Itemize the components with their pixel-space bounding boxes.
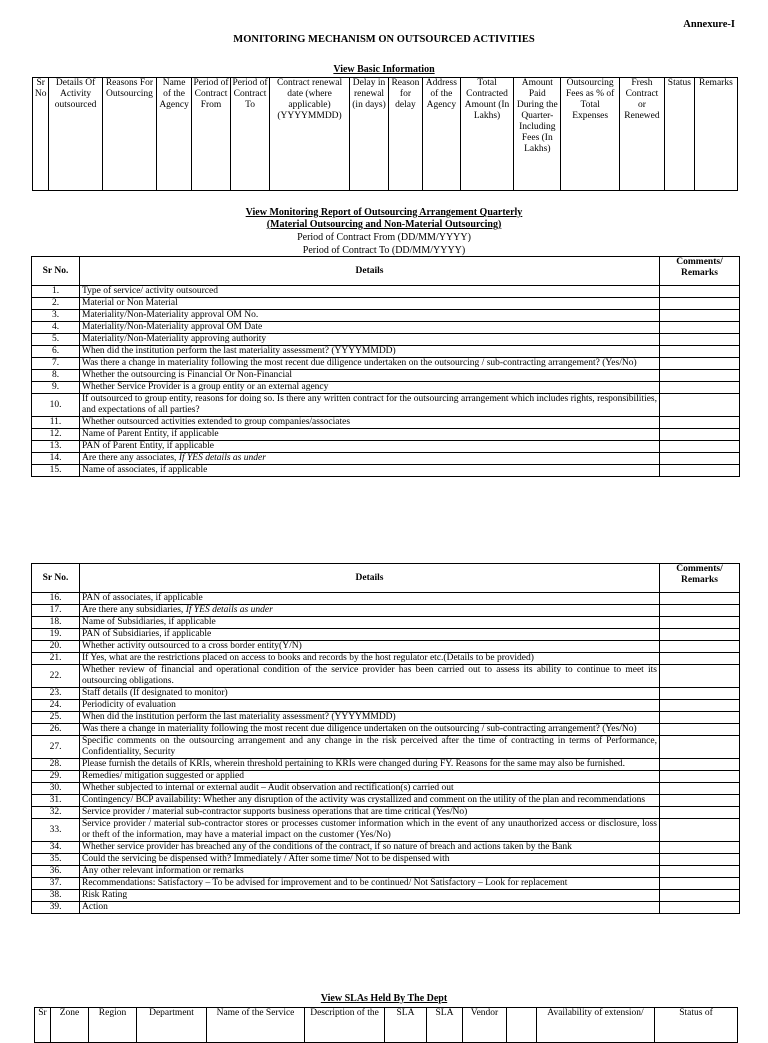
- row-details: [80, 736, 660, 759]
- row-details: [80, 807, 660, 819]
- basic-info-header-row: [33, 78, 738, 191]
- row-comments-cell[interactable]: [660, 890, 740, 902]
- row-sr-no: 27.: [32, 736, 80, 759]
- row-comments-cell[interactable]: [660, 441, 740, 453]
- row-comments-cell[interactable]: [660, 617, 740, 629]
- row-sr-no: 19.: [32, 629, 80, 641]
- row-comments-cell[interactable]: [660, 394, 740, 417]
- report-row: [32, 465, 740, 477]
- row-sr-no: 35.: [32, 854, 80, 866]
- row-sr-no: 2.: [32, 298, 80, 310]
- basic-col-header: Status: [665, 78, 695, 191]
- row-details: [80, 453, 660, 465]
- row-details-text: Are there any subsidiaries,: [82, 605, 186, 615]
- row-details-text: Staff details (If designated to monitor): [82, 688, 228, 698]
- sla-col-header: SLA: [427, 1008, 463, 1043]
- row-comments-cell[interactable]: [660, 795, 740, 807]
- row-sr-no: 21.: [32, 653, 80, 665]
- row-comments-cell[interactable]: [660, 665, 740, 688]
- report-row: [32, 736, 740, 759]
- basic-col-header: Outsourcing Fees as % of Total Expenses: [561, 78, 619, 191]
- sla-col-header: Name of the Service: [207, 1008, 305, 1043]
- report-header-row: [32, 257, 740, 286]
- row-comments-cell[interactable]: [660, 842, 740, 854]
- row-details: [80, 771, 660, 783]
- row-details: [80, 712, 660, 724]
- row-sr-no: 34.: [32, 842, 80, 854]
- row-details: [80, 759, 660, 771]
- report-row: [32, 653, 740, 665]
- row-comments-cell[interactable]: [660, 641, 740, 653]
- row-sr-no: 15.: [32, 465, 80, 477]
- row-details: [80, 465, 660, 477]
- row-details: [80, 417, 660, 429]
- sla-header-row: [35, 1008, 738, 1043]
- report-row: [32, 771, 740, 783]
- row-sr-no: 33.: [32, 819, 80, 842]
- row-details-text: Whether service provider has breached any of the conditions of the contract, if so nature of breach and actions taken by the Bank: [82, 842, 572, 852]
- row-sr-no: 32.: [32, 807, 80, 819]
- row-details-text: Was there a change in materiality following the most recent due diligence undertaken on the outsourcing / sub-contracting arrangement? (Yes/No): [82, 724, 637, 734]
- row-sr-no: 14.: [32, 453, 80, 465]
- row-sr-no: 13.: [32, 441, 80, 453]
- report-row: [32, 665, 740, 688]
- row-details-text: Contingency/ BCP availability: Whether any disruption of the activity was crystallized and comment on the utility of the plan and recommendations: [82, 795, 646, 805]
- row-details: [80, 842, 660, 854]
- row-sr-no: 30.: [32, 783, 80, 795]
- row-sr-no: 28.: [32, 759, 80, 771]
- report-row: [32, 382, 740, 394]
- row-sr-no: 11.: [32, 417, 80, 429]
- basic-col-header: Contract renewal date (where applicable) (YYYYMMDD): [270, 78, 350, 191]
- report-row: [32, 700, 740, 712]
- row-details: [80, 593, 660, 605]
- row-comments-cell[interactable]: [660, 382, 740, 394]
- row-sr-no: 25.: [32, 712, 80, 724]
- report-row: [32, 783, 740, 795]
- period-to-label: Period of Contract To (DD/MM/YYYY): [302, 245, 466, 256]
- report-row: [32, 795, 740, 807]
- row-sr-no: 29.: [32, 771, 80, 783]
- basic-col-header: Delay in renewal (in days): [350, 78, 389, 191]
- report-row: [32, 866, 740, 878]
- row-sr-no: 39.: [32, 902, 80, 914]
- row-details-text: Name of associates, if applicable: [82, 465, 208, 475]
- row-comments-cell[interactable]: [660, 759, 740, 771]
- basic-col-header: Sr No: [33, 78, 49, 191]
- row-details: [80, 783, 660, 795]
- row-details-text: Whether review of financial and operational condition of the service provider has been carried out to assess its ability to continue to meet its outsourcing obligations.: [82, 665, 657, 686]
- row-sr-no: 8.: [32, 370, 80, 382]
- row-comments-cell[interactable]: [660, 417, 740, 429]
- row-details-text: PAN of associates, if applicable: [82, 593, 203, 603]
- report-row: [32, 617, 740, 629]
- row-details-text: Whether Service Provider is a group entity or an external agency: [82, 382, 329, 392]
- row-details: [80, 641, 660, 653]
- row-sr-no: 3.: [32, 310, 80, 322]
- row-details-italic: If YES details as under: [178, 453, 266, 463]
- row-comments-cell[interactable]: [660, 653, 740, 665]
- row-comments-cell[interactable]: [660, 605, 740, 617]
- row-comments-cell[interactable]: [660, 878, 740, 890]
- row-details: [80, 629, 660, 641]
- report-title[interactable]: View Monitoring Report of Outsourcing Arrangement Quarterly: [245, 207, 523, 218]
- row-comments-cell[interactable]: [660, 465, 740, 477]
- row-comments-cell[interactable]: [660, 286, 740, 298]
- row-sr-no: 4.: [32, 322, 80, 334]
- sr-no-header: Sr No.: [32, 257, 80, 286]
- row-details-text: Whether activity outsourced to a cross border entity(Y/N): [82, 641, 302, 651]
- basic-col-header: Reason for delay: [389, 78, 423, 191]
- report-row: [32, 370, 740, 382]
- report-row: [32, 394, 740, 417]
- row-details-text: Materiality/Non-Materiality approving authority: [82, 334, 267, 344]
- report-row: [32, 605, 740, 617]
- report-row: [32, 807, 740, 819]
- row-sr-no: 38.: [32, 890, 80, 902]
- report-row: [32, 890, 740, 902]
- row-details-text: Action: [82, 902, 108, 912]
- basic-col-header: Amount Paid During the Quarter- Including Fees (In Lakhs): [514, 78, 561, 191]
- row-details-text: Was there a change in materiality following the most recent due diligence undertaken on the outsourcing / sub-contracting arrangement? (Yes/No): [82, 358, 637, 368]
- row-comments-cell[interactable]: [660, 736, 740, 759]
- row-details: [80, 617, 660, 629]
- sla-col-header: Region: [89, 1008, 137, 1043]
- row-sr-no: 37.: [32, 878, 80, 890]
- row-details: [80, 298, 660, 310]
- basic-info-table: [32, 77, 738, 191]
- report-row: [32, 346, 740, 358]
- row-details-text: PAN of Subsidiaries, if applicable: [82, 629, 212, 639]
- row-details: [80, 394, 660, 417]
- row-comments-cell[interactable]: [660, 370, 740, 382]
- sla-col-header: Availability of extension/: [537, 1008, 655, 1043]
- row-details-text: If Yes, what are the restrictions placed on access to books and records by the host regulator etc.(Details to be provided): [82, 653, 534, 663]
- row-details-text: Type of service/ activity outsourced: [82, 286, 218, 296]
- row-comments-cell[interactable]: [660, 593, 740, 605]
- row-comments-cell[interactable]: [660, 429, 740, 441]
- row-details-text: Name of Parent Entity, if applicable: [82, 429, 219, 439]
- report-row: [32, 724, 740, 736]
- row-sr-no: 7.: [32, 358, 80, 370]
- report-row: [32, 417, 740, 429]
- row-details-text: Are there any associates,: [82, 453, 179, 463]
- row-details: [80, 866, 660, 878]
- sla-col-header: Vendor: [463, 1008, 507, 1043]
- report-row: [32, 286, 740, 298]
- row-details-text: Any other relevant information or remarks: [82, 866, 244, 876]
- row-details-italic: If YES details as under: [185, 605, 273, 615]
- report-row: [32, 854, 740, 866]
- row-sr-no: 16.: [32, 593, 80, 605]
- row-comments-cell[interactable]: [660, 453, 740, 465]
- details-header: Details: [80, 564, 660, 593]
- row-details-text: Materiality/Non-Materiality approval OM No.: [82, 310, 259, 320]
- row-details-text: Could the servicing be dispensed with? Immediately / After some time/ Not to be dispensed with: [82, 854, 450, 864]
- row-details-text: Service provider / material sub-contractor supports business operations that are time critical (Yes/No): [82, 807, 468, 817]
- row-comments-cell[interactable]: [660, 629, 740, 641]
- basic-col-header: Details Of Activity outsourced: [49, 78, 102, 191]
- report-row: [32, 629, 740, 641]
- report-subtitle: (Material Outsourcing and Non-Material Outsourcing): [266, 219, 502, 230]
- row-details-text: Please furnish the details of KRIs, wherein threshold pertaining to KRIs were changed during FY. Reasons for the same may also be furnished.: [82, 759, 626, 769]
- row-sr-no: 10.: [32, 394, 80, 417]
- sla-col-header: Zone: [51, 1008, 89, 1043]
- row-details: [80, 902, 660, 914]
- row-details: [80, 700, 660, 712]
- report-row: [32, 298, 740, 310]
- report-row: [32, 358, 740, 370]
- basic-col-header: Period of Contract To: [231, 78, 270, 191]
- row-details: [80, 878, 660, 890]
- annexure-label: Annexure-I: [683, 19, 735, 30]
- row-details: [80, 665, 660, 688]
- sla-col-header: [507, 1008, 537, 1043]
- row-details: [80, 346, 660, 358]
- row-details: [80, 370, 660, 382]
- row-sr-no: 26.: [32, 724, 80, 736]
- basic-col-header: Period of Contract From: [192, 78, 231, 191]
- basic-col-header: Fresh Contract or Renewed: [619, 78, 664, 191]
- row-details-text: Whether outsourced activities extended to group companies/associates: [82, 417, 351, 427]
- row-sr-no: 1.: [32, 286, 80, 298]
- row-comments-cell[interactable]: [660, 807, 740, 819]
- row-sr-no: 18.: [32, 617, 80, 629]
- row-details-text: Periodicity of evaluation: [82, 700, 176, 710]
- report-row: [32, 842, 740, 854]
- report-row: [32, 322, 740, 334]
- row-details: [80, 429, 660, 441]
- row-details: [80, 358, 660, 370]
- period-from-label: Period of Contract From (DD/MM/YYYY): [297, 232, 471, 243]
- row-details: [80, 819, 660, 842]
- row-details: [80, 688, 660, 700]
- row-details-text: Risk Rating: [82, 890, 128, 900]
- row-details: [80, 724, 660, 736]
- report-table-part-2: [31, 563, 740, 914]
- row-details-text: Recommendations: Satisfactory – To be advised for improvement and to be continued/ Not Satisfactory – Look for replacement: [82, 878, 568, 888]
- report-row: [32, 593, 740, 605]
- row-sr-no: 36.: [32, 866, 80, 878]
- row-details: [80, 795, 660, 807]
- row-details: [80, 441, 660, 453]
- row-details-text: Materiality/Non-Materiality approval OM Date: [82, 322, 263, 332]
- report-row: [32, 334, 740, 346]
- main-title: MONITORING MECHANISM ON OUTSOURCED ACTIVITIES: [233, 34, 535, 45]
- row-details: [80, 890, 660, 902]
- row-sr-no: 31.: [32, 795, 80, 807]
- row-details-text: Material or Non Material: [82, 298, 178, 308]
- row-sr-no: 23.: [32, 688, 80, 700]
- row-sr-no: 22.: [32, 665, 80, 688]
- basic-col-header: Reasons For Outsourcing: [102, 78, 156, 191]
- row-comments-cell[interactable]: [660, 819, 740, 842]
- row-details: [80, 310, 660, 322]
- comments-header: Comments/ Remarks: [660, 257, 740, 286]
- report-row: [32, 641, 740, 653]
- row-details-text: Remedies/ mitigation suggested or applied: [82, 771, 244, 781]
- row-details-text: Name of Subsidiaries, if applicable: [82, 617, 216, 627]
- row-details-text: Service provider / material sub-contractor stores or processes customer information which in the event of any unauthorized access or disclosure, loss or theft of the information, may have a material impact on the customer (Yes/No): [82, 819, 657, 840]
- sr-no-header: Sr No.: [32, 564, 80, 593]
- row-details-text: When did the institution perform the last materiality assessment? (YYYYMMDD): [82, 346, 396, 356]
- comments-header: Comments/ Remarks: [660, 564, 740, 593]
- row-comments-cell[interactable]: [660, 310, 740, 322]
- details-header: Details: [80, 257, 660, 286]
- row-details-text: Whether the outsourcing is Financial Or Non-Financial: [82, 370, 293, 380]
- row-comments-cell[interactable]: [660, 346, 740, 358]
- row-comments-cell[interactable]: [660, 902, 740, 914]
- row-details-text: Whether subjected to internal or external audit – Audit observation and rectification(s) carried out: [82, 783, 454, 793]
- row-details-text: PAN of Parent Entity, if applicable: [82, 441, 215, 451]
- report-row: [32, 819, 740, 842]
- row-sr-no: 24.: [32, 700, 80, 712]
- row-details: [80, 322, 660, 334]
- report-row: [32, 878, 740, 890]
- row-details-text: When did the institution perform the last materiality assessment? (YYYYMMDD): [82, 712, 396, 722]
- report-row: [32, 441, 740, 453]
- row-sr-no: 20.: [32, 641, 80, 653]
- row-details: [80, 286, 660, 298]
- report-header-row: [32, 564, 740, 593]
- row-comments-cell[interactable]: [660, 712, 740, 724]
- row-details-text: Specific comments on the outsourcing arrangement and any change in the risk perceived after the time of contracting in terms of Performance, Confidentiality, Security: [82, 736, 657, 757]
- report-table-part-1: [31, 256, 740, 477]
- row-comments-cell[interactable]: [660, 688, 740, 700]
- row-comments-cell[interactable]: [660, 854, 740, 866]
- basic-col-header: Address of the Agency: [422, 78, 460, 191]
- sla-col-header: Status of: [655, 1008, 738, 1043]
- row-details: [80, 854, 660, 866]
- row-sr-no: 17.: [32, 605, 80, 617]
- row-comments-cell[interactable]: [660, 298, 740, 310]
- report-row: [32, 310, 740, 322]
- row-comments-cell[interactable]: [660, 771, 740, 783]
- row-details-text: If outsourced to group entity, reasons for doing so. Is there any written contract for the outsourcing arrangement which includes rights, responsibilities, and expectations of all parties?: [82, 394, 657, 415]
- row-details: [80, 382, 660, 394]
- report-row: [32, 759, 740, 771]
- sla-title[interactable]: View SLAs Held By The Dept: [320, 993, 448, 1004]
- row-comments-cell[interactable]: [660, 358, 740, 370]
- row-details: [80, 653, 660, 665]
- row-comments-cell[interactable]: [660, 334, 740, 346]
- row-comments-cell[interactable]: [660, 322, 740, 334]
- basic-col-header: Name of the Agency: [157, 78, 192, 191]
- report-row: [32, 453, 740, 465]
- sla-col-header: Department: [137, 1008, 207, 1043]
- report-row: [32, 902, 740, 914]
- report-row: [32, 712, 740, 724]
- row-sr-no: 9.: [32, 382, 80, 394]
- row-sr-no: 12.: [32, 429, 80, 441]
- row-details: [80, 605, 660, 617]
- sla-table: [34, 1007, 738, 1043]
- sla-col-header: Sr: [35, 1008, 51, 1043]
- basic-col-header: Remarks: [694, 78, 737, 191]
- row-sr-no: 6.: [32, 346, 80, 358]
- row-comments-cell[interactable]: [660, 866, 740, 878]
- basic-info-title[interactable]: View Basic Information: [333, 64, 435, 75]
- row-comments-cell[interactable]: [660, 783, 740, 795]
- sla-col-header: Description of the: [305, 1008, 385, 1043]
- report-row: [32, 429, 740, 441]
- row-sr-no: 5.: [32, 334, 80, 346]
- report-row: [32, 688, 740, 700]
- sla-col-header: SLA: [385, 1008, 427, 1043]
- row-comments-cell[interactable]: [660, 700, 740, 712]
- basic-col-header: Total Contracted Amount (In Lakhs): [460, 78, 513, 191]
- row-details: [80, 334, 660, 346]
- row-comments-cell[interactable]: [660, 724, 740, 736]
